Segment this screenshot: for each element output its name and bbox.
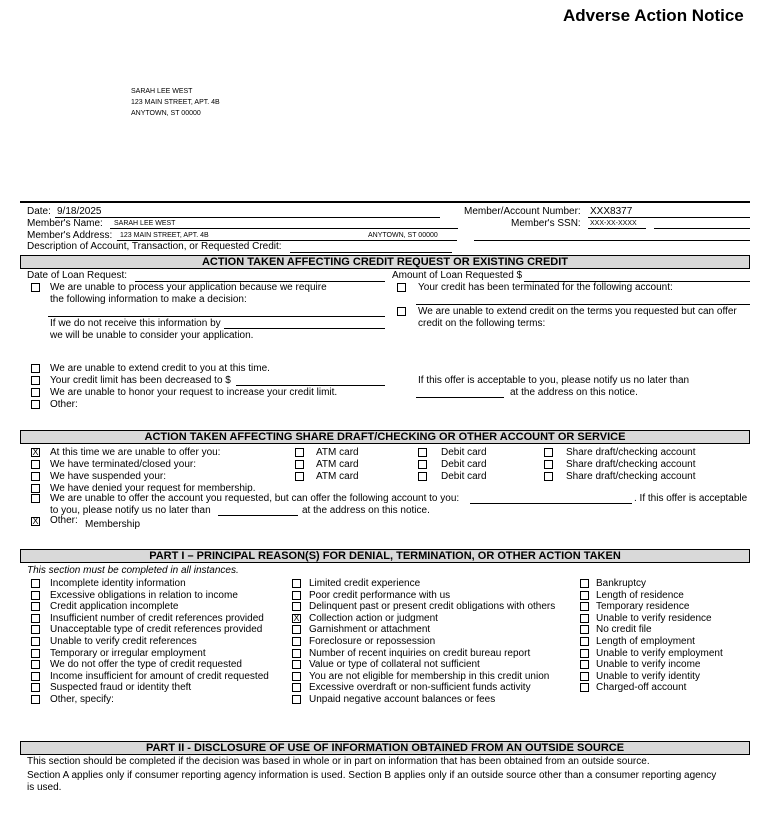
loan-date-label: Date of Loan Request: [27, 270, 128, 281]
loan-amount-label: Amount of Loan Requested $ [392, 270, 523, 281]
reason-checkbox[interactable] [31, 625, 40, 634]
share-section-header: ACTION TAKEN AFFECTING SHARE DRAFT/CHECKING OR OTHER ACCOUNT OR SERVICE [20, 430, 750, 444]
reason-label: Incomplete identity information [50, 578, 186, 589]
debit-card-label: Debit card [441, 471, 487, 482]
share-other-value: Membership [85, 519, 141, 530]
reason-checkbox[interactable] [580, 660, 589, 669]
mailing-address [131, 86, 220, 119]
reason-label: Unacceptable type of credit references provided [50, 624, 263, 636]
date-value: 9/18/2025 [57, 206, 102, 217]
denied-membership-text: We have denied your request for membership. [50, 483, 256, 494]
share-draft-checkbox[interactable] [544, 460, 553, 469]
offer-account-checkbox[interactable] [31, 494, 40, 503]
reason-label: Number of recent inquiries on credit bureau report [309, 647, 531, 659]
unable-process-text-2: the following information to make a decision: [50, 294, 247, 305]
offer-account-text: We are unable to offer the account you requested, but can offer the following account to you: [50, 493, 460, 504]
mail-city: ANYTOWN, ST 00000 [131, 110, 201, 117]
atm-card-label: ATM card [316, 471, 359, 482]
reason-label: Insufficient number of credit references provided [50, 612, 264, 624]
debit-card-label: Debit card [441, 447, 487, 458]
reason-checkbox[interactable] [292, 602, 301, 611]
reason-checkbox[interactable] [31, 602, 40, 611]
debit-card-checkbox[interactable] [418, 448, 427, 457]
debit-card-label: Debit card [441, 459, 487, 470]
unable-consider-text: we will be unable to consider your application. [50, 330, 254, 341]
mail-name: SARAH LEE WEST [131, 88, 193, 95]
reason-checkbox[interactable] [580, 683, 589, 692]
share-draft-checkbox[interactable] [544, 472, 553, 481]
credit-terminated-checkbox[interactable] [397, 283, 406, 292]
debit-card-checkbox[interactable] [418, 472, 427, 481]
page-title: Adverse Action Notice [563, 6, 744, 25]
reason-label: Poor credit performance with us [309, 589, 451, 601]
credit-other-text: Other: [50, 399, 78, 410]
share-other-label: Other: [50, 515, 78, 526]
reason-label: Temporary residence [596, 601, 690, 613]
ssn-value: XXX-XX-XXXX [590, 220, 637, 227]
unable-process-text-1: We are unable to process your application because we require [50, 282, 327, 293]
reason-label: Suspected fraud or identity theft [50, 682, 192, 694]
part2-line-2: Section A applies only if consumer reporting agency information is used. Section B applies only if an outside source other than a consumer reporting agency [27, 770, 717, 781]
account-number-label: Member/Account Number: [464, 206, 581, 217]
reason-checkbox[interactable] [580, 579, 589, 588]
part1-note: This section must be completed in all instances. [27, 565, 239, 576]
reason-label: Excessive obligations in relation to income [50, 589, 238, 601]
credit-offer-text-2: at the address on this notice. [510, 387, 638, 398]
account-number-value: XXX8377 [590, 206, 633, 217]
reason-label: Temporary or irregular employment [50, 647, 206, 659]
reason-checkbox[interactable] [31, 591, 40, 600]
divider [20, 201, 750, 203]
reason-label: Length of residence [596, 589, 684, 601]
credit-offer-text-1: If this offer is acceptable to you, please notify us no later than [418, 375, 690, 386]
reason-checkbox[interactable] [292, 672, 301, 681]
terminated-closed-checkbox[interactable] [31, 460, 40, 469]
atm-card-checkbox[interactable] [295, 448, 304, 457]
limit-decreased-text: Your credit limit has been decreased to $ [50, 375, 231, 386]
reason-label: Unable to verify residence [596, 612, 712, 624]
notify-text: to you, please notify us no later than [50, 505, 211, 516]
part1-header: PART I – PRINCIPAL REASON(S) FOR DENIAL, TERMINATION, OR OTHER ACTION TAKEN [20, 549, 750, 563]
reason-checkbox[interactable] [31, 660, 40, 669]
reason-checkbox[interactable] [292, 683, 301, 692]
reason-label: Bankruptcy [596, 578, 647, 589]
reason-checkbox[interactable] [31, 637, 40, 646]
unable-offer-checkbox[interactable]: X [32, 447, 39, 457]
extend-terms-text-1: We are unable to extend credit on the terms you requested but can offer [418, 306, 737, 317]
reason-label: Garnishment or attachment [309, 624, 431, 636]
reason-label: No credit file [596, 624, 652, 636]
reason-label: Unable to verify credit references [50, 636, 197, 647]
share-draft-label: Share draft/checking account [566, 447, 696, 458]
part2-line-1: This section should be completed if the decision was based in whole or in part on information that has been obtained from an outside source. [27, 756, 650, 767]
reason-label: Credit application incomplete [50, 601, 179, 613]
member-address-city: ANYTOWN, ST 00000 [368, 232, 438, 239]
reason-checkbox[interactable] [31, 649, 40, 658]
reason-checkbox[interactable] [580, 637, 589, 646]
description-label: Description of Account, Transaction, or Requested Credit: [27, 241, 282, 252]
date-label: Date: [27, 206, 51, 217]
reason-label: Charged-off account [596, 682, 687, 694]
reason-label: We do not offer the type of credit requested [50, 659, 242, 671]
atm-card-label: ATM card [316, 447, 359, 458]
part2-line-3: is used. [27, 782, 62, 793]
share-draft-label: Share draft/checking account [566, 459, 696, 470]
credit-other-checkbox[interactable] [31, 400, 40, 409]
atm-card-checkbox[interactable] [295, 460, 304, 469]
member-address-label: Member's Address: [27, 230, 113, 241]
if-not-received-text: If we do not receive this information by [50, 318, 221, 329]
member-name-label: Member's Name: [27, 218, 103, 229]
unable-offer-text: At this time we are unable to offer you: [50, 447, 221, 458]
reason-label: Excessive overdraft or non-sufficient funds activity [309, 682, 531, 694]
share-draft-checkbox[interactable] [544, 448, 553, 457]
reason-checkbox[interactable] [580, 591, 589, 600]
part2-header: PART II - DISCLOSURE OF USE OF INFORMATION OBTAINED FROM AN OUTSIDE SOURCE [20, 741, 750, 755]
reason-label: Unpaid negative account balances or fees [309, 694, 496, 705]
reason-label: Value or type of collateral not sufficient [309, 659, 480, 671]
reason-label: Other, specify: [50, 694, 114, 705]
reason-checkbox[interactable] [31, 695, 40, 704]
credit-terminated-text: Your credit has been terminated for the following account: [418, 282, 673, 293]
credit-section-header: ACTION TAKEN AFFECTING CREDIT REQUEST OR EXISTING CREDIT [20, 255, 750, 269]
reason-checkbox[interactable] [292, 625, 301, 634]
reason-checkbox[interactable] [31, 614, 40, 623]
limit-decreased-checkbox[interactable] [31, 376, 40, 385]
debit-card-checkbox[interactable] [418, 460, 427, 469]
reason-checkbox[interactable] [580, 649, 589, 658]
reason-checkbox[interactable] [31, 579, 40, 588]
reason-label: Collection action or judgment [309, 612, 438, 624]
reason-label: Limited credit experience [309, 578, 421, 589]
extend-terms-checkbox[interactable] [397, 307, 406, 316]
unable-honor-text: We are unable to honor your request to increase your credit limit. [50, 387, 338, 398]
unable-extend-text: We are unable to extend credit to you at this time. [50, 363, 270, 374]
reason-checkbox[interactable] [580, 672, 589, 681]
reason-checkbox[interactable] [31, 683, 40, 692]
unable-process-checkbox[interactable] [31, 283, 40, 292]
reason-label: Delinquent past or present credit obligations with others [309, 601, 556, 613]
denied-membership-checkbox[interactable] [31, 484, 40, 493]
unable-honor-checkbox[interactable] [31, 388, 40, 397]
reason-checkbox[interactable] [292, 637, 301, 646]
suspended-text: We have suspended your: [50, 471, 167, 482]
reason-label: Length of employment [596, 636, 695, 647]
reason-checkbox[interactable] [292, 695, 301, 704]
reason-checkbox[interactable] [292, 579, 301, 588]
share-other-checkbox[interactable]: X [32, 516, 39, 526]
reason-checkbox[interactable] [292, 660, 301, 669]
reason-label: Unable to verify income [596, 659, 701, 671]
reason-checkbox[interactable] [292, 591, 301, 600]
member-name-value: SARAH LEE WEST [114, 220, 176, 227]
reason-label: Unable to verify identity [596, 670, 700, 682]
reason-checkbox[interactable] [580, 602, 589, 611]
suspended-checkbox[interactable] [31, 472, 40, 481]
reason-label: Income insufficient for amount of credit requested [50, 670, 269, 682]
reason-checkbox[interactable] [580, 614, 589, 623]
offer-account-tail: . If this offer is acceptable [634, 493, 748, 504]
reason-checkbox[interactable] [580, 625, 589, 634]
ssn-label: Member's SSN: [511, 218, 581, 229]
member-address-street: 123 MAIN STREET, APT. 4B [120, 232, 209, 239]
reason-checkbox[interactable]: X [293, 612, 300, 623]
reason-label: You are not eligible for membership in this credit union [309, 670, 550, 682]
reason-checkbox[interactable] [292, 649, 301, 658]
reason-label: Unable to verify employment [596, 647, 723, 659]
reason-checkbox[interactable] [31, 672, 40, 681]
atm-card-checkbox[interactable] [295, 472, 304, 481]
reason-label: Foreclosure or repossession [309, 636, 436, 647]
share-draft-label: Share draft/checking account [566, 471, 696, 482]
mail-street: 123 MAIN STREET, APT. 4B [131, 99, 220, 106]
notify-tail: at the address on this notice. [302, 505, 430, 516]
unable-extend-checkbox[interactable] [31, 364, 40, 373]
terminated-closed-text: We have terminated/closed your: [50, 459, 197, 470]
atm-card-label: ATM card [316, 459, 359, 470]
extend-terms-text-2: credit on the following terms: [418, 318, 546, 329]
